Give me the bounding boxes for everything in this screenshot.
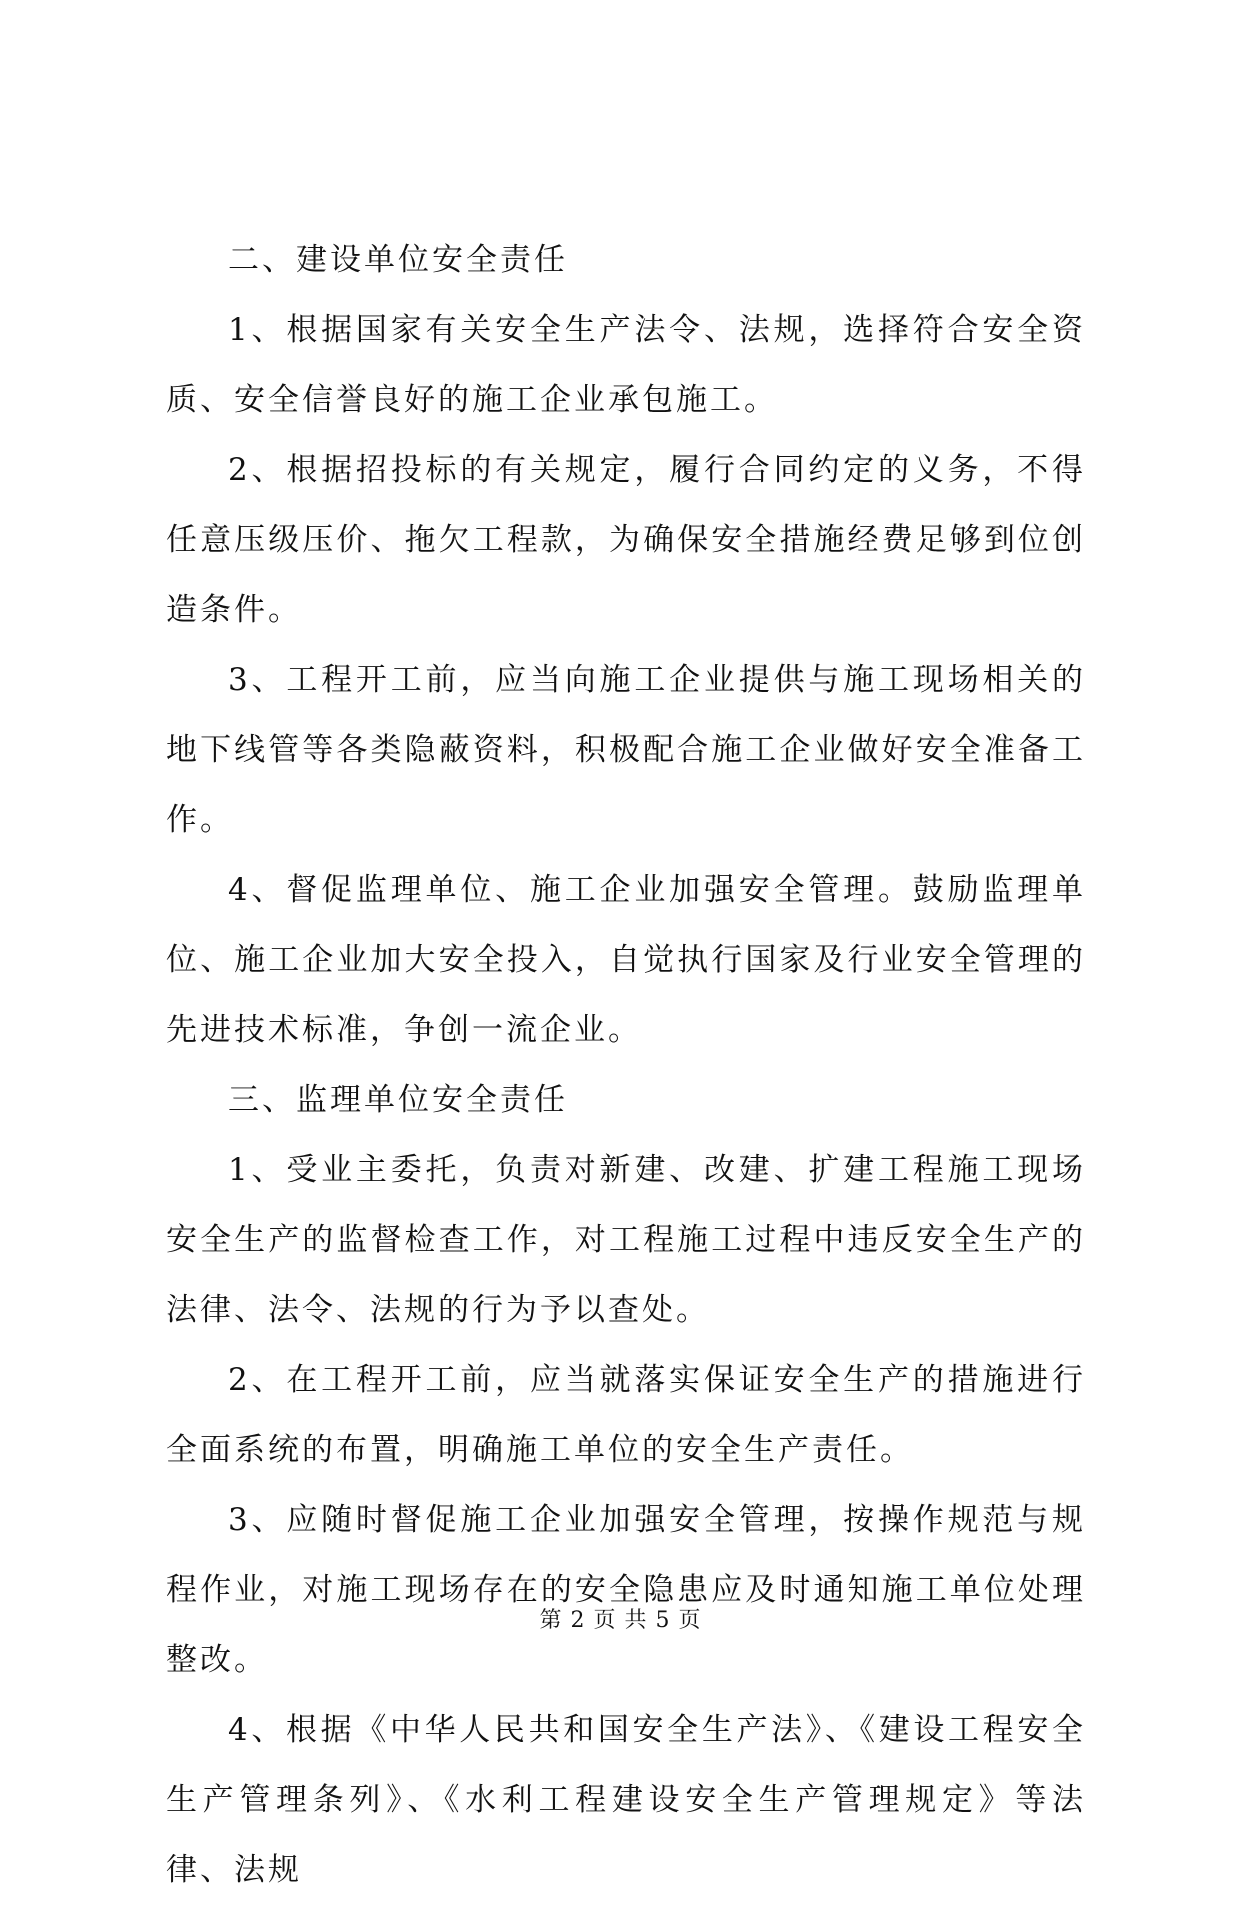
paragraph: 2、在工程开工前，应当就落实保证安全生产的措施进行全面系统的布置，明确施工单位的安全生产责任。 xyxy=(166,1362,1086,1468)
paragraph: 2、根据招投标的有关规定，履行合同约定的义务，不得任意压级压价、拖欠工程款，为确保安全措施经费足够到位创造条件。 xyxy=(166,452,1086,628)
page-number-footer: 第 2 页 共 5 页 xyxy=(539,1608,702,1633)
paragraph: 1、根据国家有关安全生产法令、法规，选择符合安全资质、安全信誉良好的施工企业承包施工。 xyxy=(166,312,1086,418)
section-heading-supervision-unit: 三、监理单位安全责任 xyxy=(228,1082,568,1118)
paragraph: 4、根据《中华人民共和国安全生产法》、《建设工程安全生产管理条列》、《水利工程建设安全生产管理规定》等法律、法规 xyxy=(166,1712,1086,1888)
document-body xyxy=(166,225,1086,1905)
paragraph: 3、工程开工前，应当向施工企业提供与施工现场相关的地下线管等各类隐蔽资料，积极配合施工企业做好安全准备工作。 xyxy=(166,662,1086,838)
section-heading-construction-unit: 二、建设单位安全责任 xyxy=(228,242,568,278)
paragraph: 4、督促监理单位、施工企业加强安全管理。鼓励监理单位、施工企业加大安全投入，自觉执行国家及行业安全管理的先进技术标准，争创一流企业。 xyxy=(166,872,1086,1048)
paragraph: 3、应随时督促施工企业加强安全管理，按操作规范与规程作业，对施工现场存在的安全隐患应及时通知施工单位处理整改。 xyxy=(166,1502,1086,1678)
paragraph: 1、受业主委托，负责对新建、改建、扩建工程施工现场安全生产的监督检查工作，对工程施工过程中违反安全生产的法律、法令、法规的行为予以查处。 xyxy=(166,1152,1086,1328)
